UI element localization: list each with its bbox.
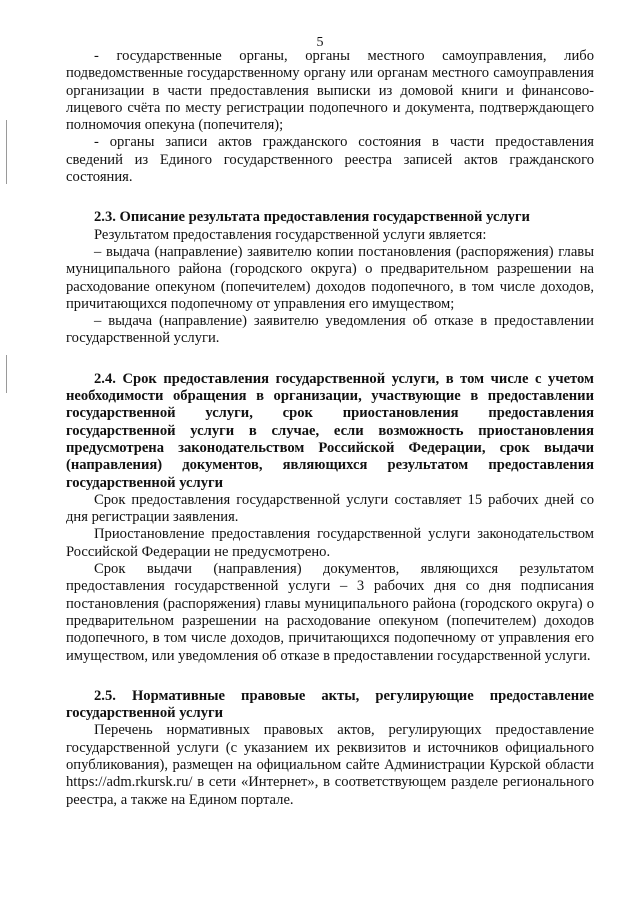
list-item: – выдача (направление) заявителю копии постановления (распоряжения) главы муниципального района (городского округа) о предварительном разрешении на расходование опекуном (попечителем) доходов подопечного, в том числе доходов, причитающихся подопечному от управления его имуществом; (66, 243, 594, 312)
paragraph: Перечень нормативных правовых актов, регулирующих предоставление государственной услуги (с указанием их реквизитов и источников официального опубликования), размещен на официальном сайте Администрации Курской области https://adm.rkursk.ru/ в сети «Интернет», в соответствующем разделе регионального реестра, а также на Едином портале. (66, 722, 594, 808)
section-heading: 2.4. Срок предоставления государственной услуги, в том числе с учетом необходимости обращения в организации, участвующие в предоставлении государственной услуги, срок приостановления предоставления государственной услуги в случае, если возможность приостановления предусмотрена законодательством Российской Федерации, срок выдачи (направления) документов, являющихся результатом предоставления государственной услуги (66, 370, 594, 491)
paragraph: Срок предоставления государственной услуги составляет 15 рабочих дней со дня регистрации заявления. (66, 491, 594, 526)
page-number: 5 (316, 35, 324, 50)
document-body (66, 48, 594, 809)
scan-edge-mark (6, 120, 7, 184)
section-heading: 2.3. Описание результата предоставления государственной услуги (94, 209, 530, 226)
paragraph: Срок выдачи (направления) документов, являющихся результатом предоставления государственной услуги – 3 рабочих дня со дня подписания постановления (распоряжения) главы муниципального района (городского округа) о предварительном разрешении на расходование опекуном (попечителем) доходов подопечного, в том числе доходов, причитающихся подопечному от управления его имуществом, или уведомления об отказе в предоставлении государственной услуги. (66, 561, 594, 664)
section-2-3 (66, 209, 594, 347)
section-2-5 (66, 688, 594, 809)
paragraph-state-bodies: - государственные органы, органы местного самоуправления, либо подведомственные государственному органу или органам местного самоуправления организации в части предоставления выписки из домовой книги и финансово-лицевого счёта по месту регистрации подопечного и документа, подтверждающего полномочия опекуна (попечителя); (66, 48, 594, 134)
paragraph-civil-registry: - органы записи актов гражданского состояния в части предоставления сведений из Единого государственного реестра записей актов гражданского состояния. (66, 134, 594, 186)
paragraph: Результатом предоставления государственной услуги является: (94, 226, 487, 243)
paragraph: Приостановление предоставления государственной услуги законодательством Российской Федерации не предусмотрено. (66, 526, 594, 560)
scan-edge-mark (6, 355, 7, 393)
section-2-4 (66, 371, 594, 665)
section-heading: 2.5. Нормативные правовые акты, регулирующие предоставление государственной услуги (66, 687, 594, 722)
list-item: – выдача (направление) заявителю уведомления об отказе в предоставлении государственной услуги. (66, 313, 594, 347)
